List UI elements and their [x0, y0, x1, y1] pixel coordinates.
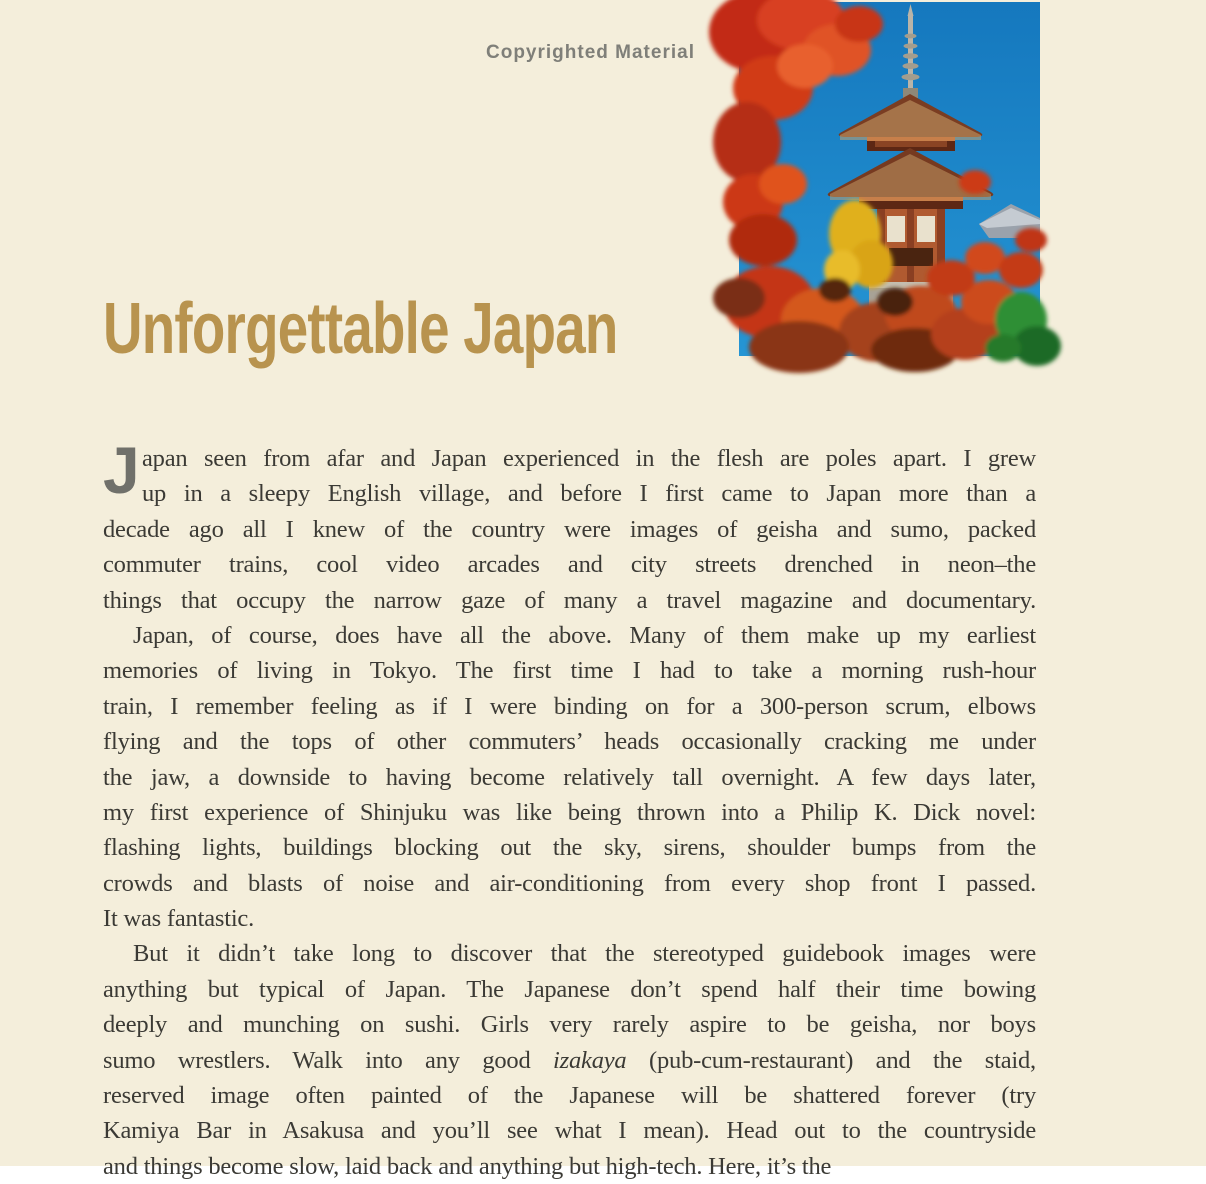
text-line: reserved image often painted of the Japanese will be shattered forever (try: [103, 1082, 1036, 1110]
text-line: apan seen from afar and Japan experienced in the flesh are poles apart. I grew: [142, 445, 1036, 472]
page-title: Unforgettable Japan: [103, 289, 618, 369]
text-line: memories of living in Tokyo. The first time I had to take a morning rush-hour: [103, 657, 1036, 685]
drop-cap: J: [103, 433, 140, 507]
text-line: sumo wrestlers. Walk into any good izakaya (pub-cum-restaurant) and the staid,: [103, 1046, 1036, 1074]
text-line: Kamiya Bar in Asakusa and you’ll see what I mean). Head out to the countryside: [103, 1117, 1036, 1145]
pagoda-photo-graphic: [739, 2, 1040, 356]
text-line: my first experience of Shinjuku was like being thrown into a Philip K. Dick novel:: [103, 798, 1036, 826]
text-line: the jaw, a downside to having become relatively tall overnight. A few days later,: [103, 763, 1036, 791]
text-line: It was fantastic.: [103, 905, 255, 933]
text-line: Japan, of course, does have all the above. Many of them make up my earliest: [133, 621, 1036, 649]
text-line: commuter trains, cool video arcades and city streets drenched in neon–the: [103, 551, 1036, 579]
pagoda-autumn-photo: [739, 2, 1040, 356]
text-line: flashing lights, buildings blocking out the sky, sirens, shoulder bumps from the: [103, 834, 1036, 862]
text-line: train, I remember feeling as if I were binding on for a 300-person scrum, elbows: [103, 692, 1036, 720]
text-line: things that occupy the narrow gaze of many a travel magazine and documentary.: [103, 586, 1036, 614]
text-line: crowds and blasts of noise and air-conditioning from every shop front I passed.: [103, 869, 1036, 897]
text-line: deeply and munching on sushi. Girls very rarely aspire to be geisha, nor boys: [103, 1011, 1036, 1039]
text-line: anything but typical of Japan. The Japanese don’t spend half their time bowing: [103, 975, 1036, 1003]
text-line: flying and the tops of other commuters’ heads occasionally cracking me under: [103, 728, 1036, 756]
body-text: [103, 441, 1036, 1184]
text-line: But it didn’t take long to discover that the stereotyped guidebook images were: [133, 940, 1036, 968]
text-line: and things become slow, laid back and anything but high-tech. Here, it’s the: [103, 1152, 832, 1180]
copyright-notice: Copyrighted Material: [486, 42, 695, 63]
text-line: up in a sleepy English village, and before I first came to Japan more than a: [142, 480, 1036, 508]
text-line: decade ago all I knew of the country were images of geisha and sumo, packed: [103, 515, 1036, 543]
